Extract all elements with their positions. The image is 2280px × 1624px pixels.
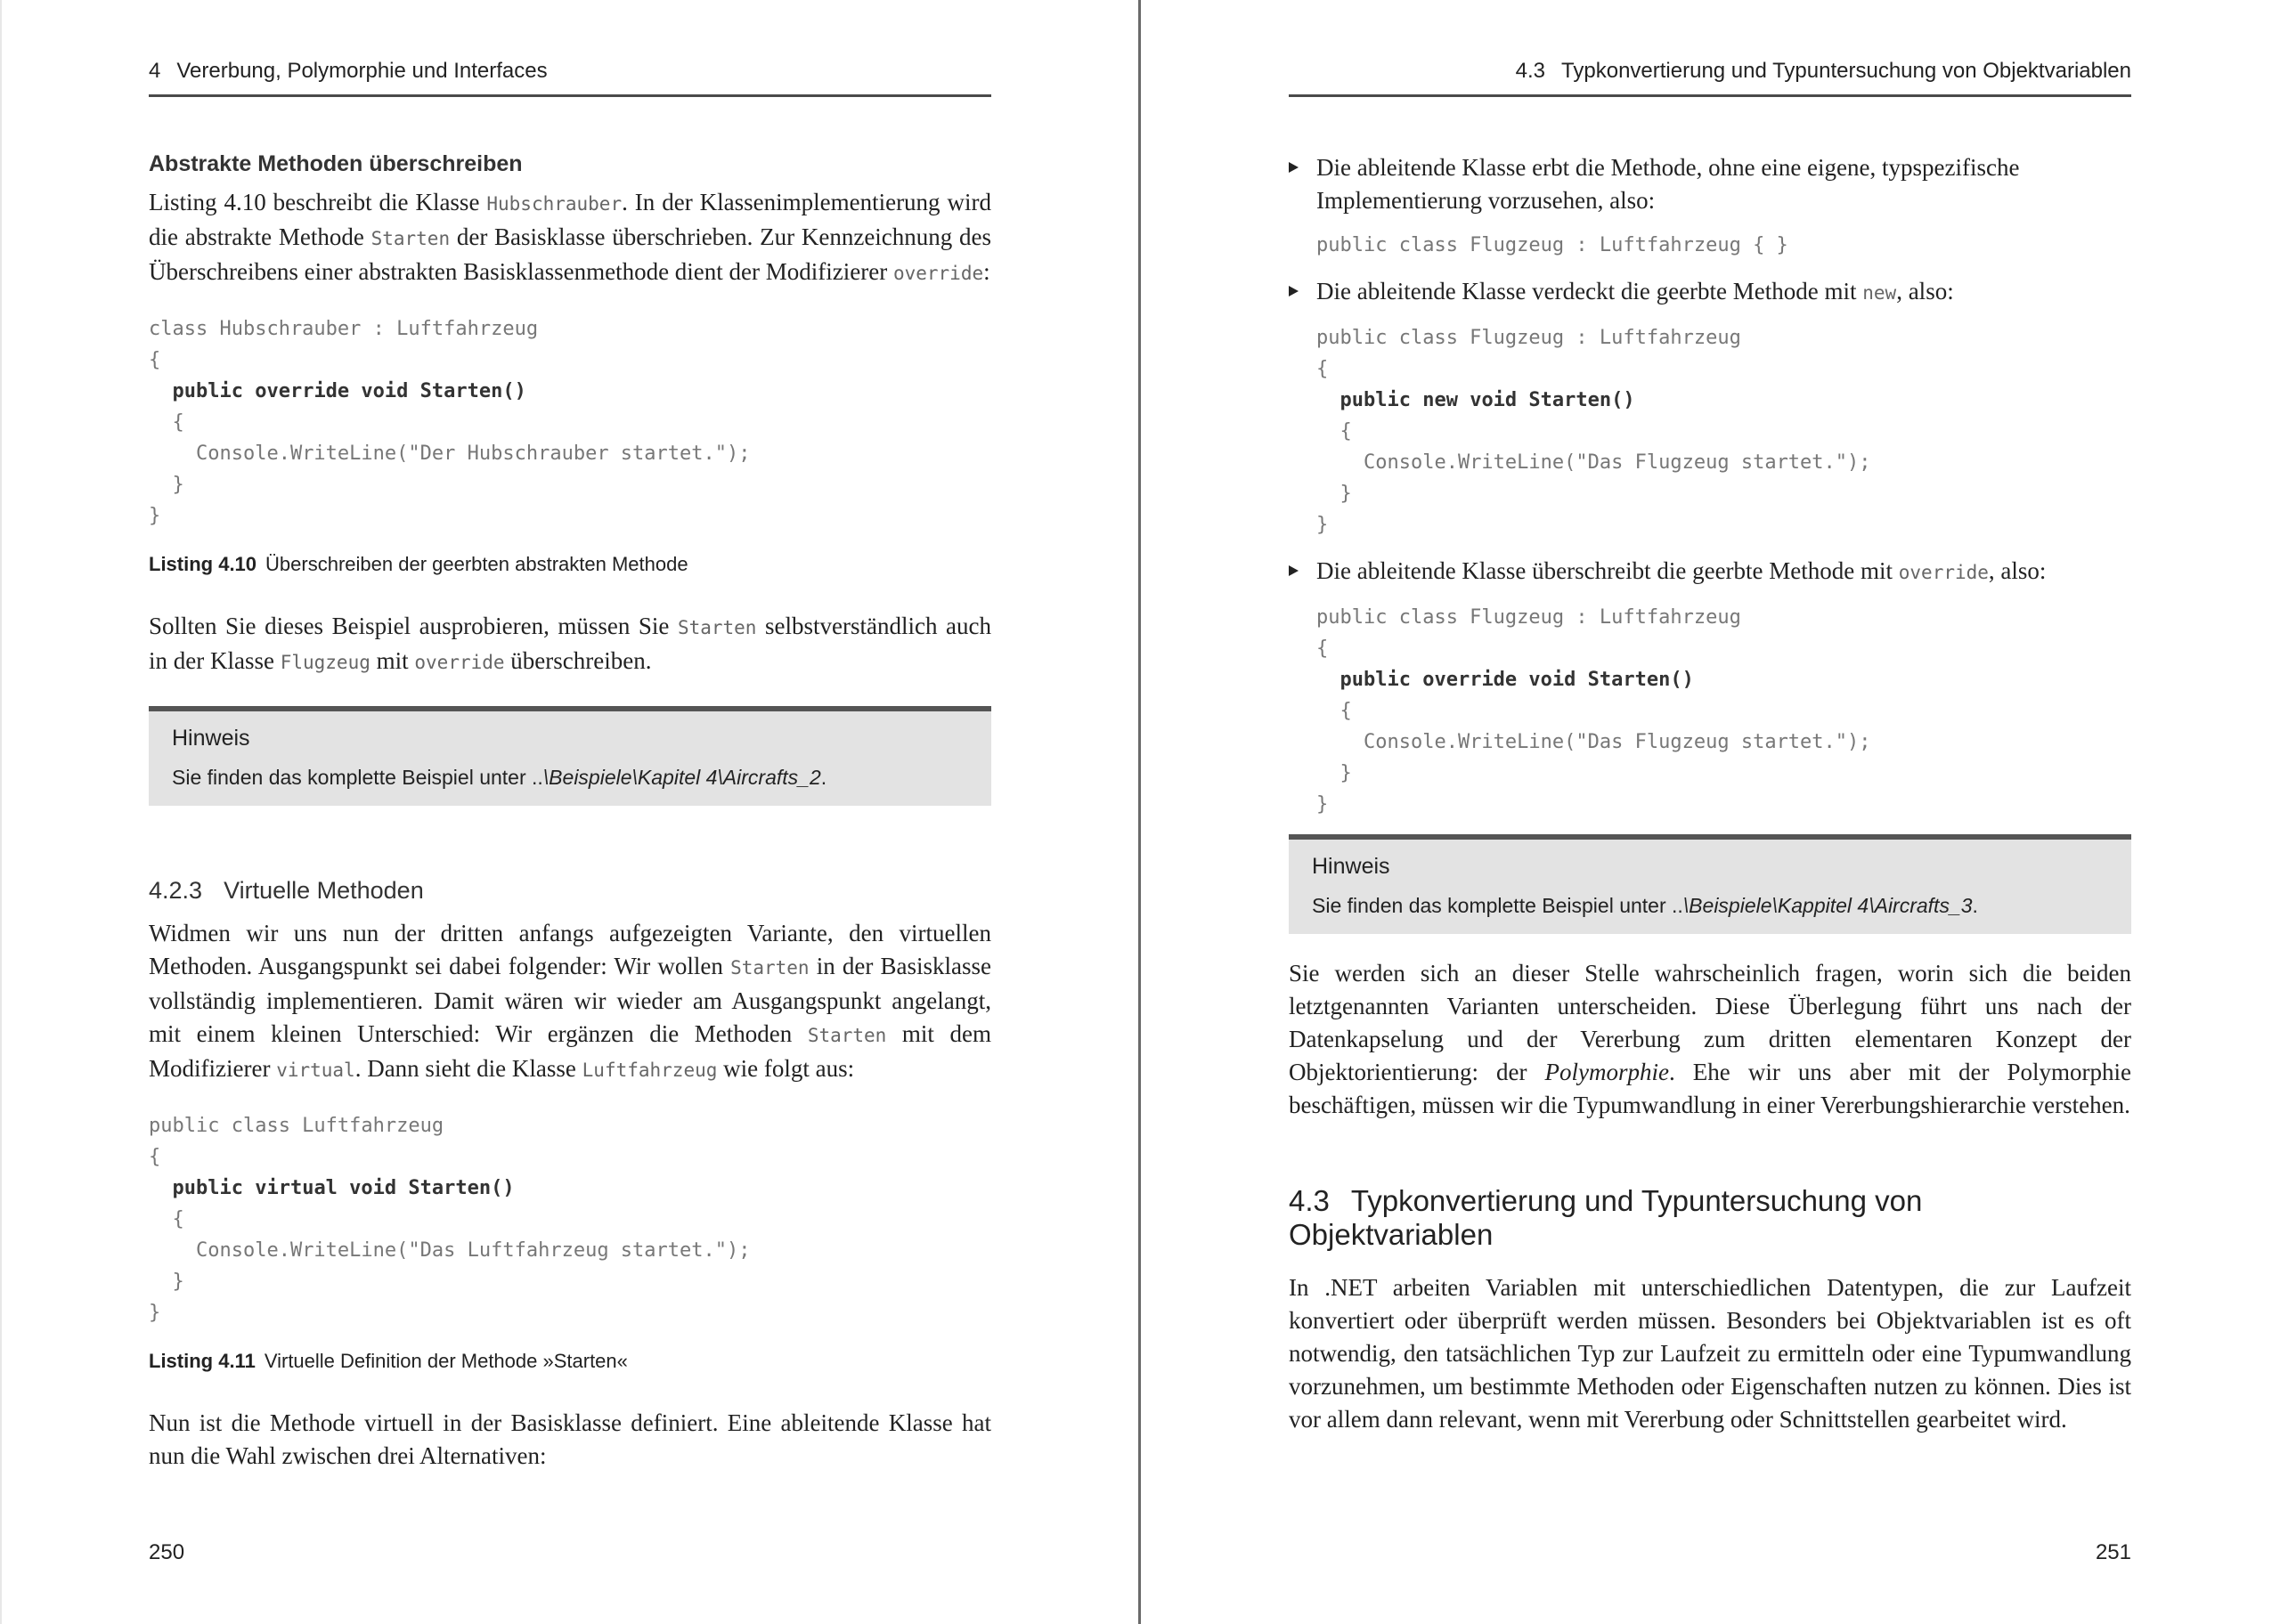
code-line: Console.WriteLine("Das Flugzeug startet."); bbox=[1363, 731, 1871, 753]
code-line: public virtual void Starten() bbox=[172, 1177, 515, 1199]
paragraph: Nun ist die Methode virtuell in der Basisklasse definiert. Eine ableitende Klasse hat nun die Wahl zwischen drei Alternativen: bbox=[149, 1409, 991, 1469]
paragraph: In .NET arbeiten Variablen mit unterschiedlichen Datentypen, die zur Laufzeit konvertiert oder überprüft werden müssen. Besonders bei Objektvariablen ist es oft notwendig, den tatsächlichen Typ zur Laufzeit zu ermitteln oder eine Typumwandlung vorzunehmen, um bestimmte Methoden oder Eigenschaften nutzen zu können. Dies ist vor allem dann relevant, wenn mit Vererbung oder Schnittstellen gearbeitet wird. bbox=[1289, 1274, 2131, 1433]
inline-code: Luftfahrzeug bbox=[582, 1060, 718, 1081]
code-line: } bbox=[172, 1271, 184, 1293]
right-content bbox=[1289, 151, 2131, 1436]
caption-label: Listing 4.10 bbox=[149, 553, 257, 575]
hint-title: Hinweis bbox=[172, 726, 250, 751]
section-title: Typkonvertierung und Typuntersuchung von Objektvariablen bbox=[1289, 1184, 1923, 1251]
page-edge bbox=[0, 0, 2, 1624]
list-item bbox=[1289, 275, 2131, 540]
paragraph bbox=[149, 186, 991, 290]
list-item bbox=[1289, 151, 2131, 261]
code-listing bbox=[1316, 322, 2131, 540]
text-run: selbstverständlich auch in der Klasse bbox=[149, 613, 991, 674]
text-run: . bbox=[820, 766, 827, 789]
code-line: public class Flugzeug : Luftfahrzeug bbox=[1316, 327, 1741, 349]
text-run: wie folgt aus: bbox=[717, 1055, 855, 1082]
text-run: Sie werden sich an dieser Stelle wahrscheinlich fragen, worin sich die beiden letztgenannten Varianten unterscheiden. Diese Überlegung führt uns nach der Datenkapselung und der Vererbung zum dritten elementaren Konzept der Objektorientierung: der bbox=[1289, 960, 2131, 1085]
code-line: class Hubschrauber : Luftfahrzeug bbox=[149, 318, 539, 340]
text-run: . Dann sieht die Klasse bbox=[354, 1055, 582, 1082]
bullet-triangle-icon bbox=[1289, 565, 1299, 576]
inline-code: override bbox=[414, 652, 505, 673]
inline-code: Starten bbox=[807, 1025, 887, 1046]
text-run: Sie finden das komplette Beispiel unter .. bbox=[1312, 894, 1683, 917]
subheading: Abstrakte Methoden überschreiben bbox=[149, 151, 523, 176]
inline-code: override bbox=[892, 263, 984, 284]
section-heading bbox=[149, 877, 991, 905]
hint-box bbox=[149, 706, 991, 806]
code-line: Console.WriteLine("Das Luftfahrzeug startet."); bbox=[195, 1239, 751, 1262]
inline-code: override bbox=[1898, 562, 1989, 583]
code-line: public override void Starten() bbox=[1340, 669, 1694, 691]
text-run: : bbox=[983, 258, 990, 285]
chapter-title: Vererbung, Polymorphie und Interfaces bbox=[176, 59, 548, 83]
text-run: Die ableitende Klasse erbt die Methode, ohne eine eigene, typspezifische Implementierung vorzusehen, also: bbox=[1316, 154, 2020, 214]
listing-caption bbox=[149, 553, 991, 576]
caption-text: Überschreiben der geerbten abstrakten Methode bbox=[265, 553, 688, 575]
code-line: } bbox=[172, 474, 184, 496]
text-run: in der Basisklasse vollständig implementieren. Damit wären wir wieder am Ausgangspunkt angelangt, mit einem kleinen Unterschied: Wir ergänzen die Methoden bbox=[149, 953, 991, 1047]
text-run: Listing 4.10 beschreibt die Klasse bbox=[149, 189, 487, 215]
hint-text bbox=[172, 766, 968, 790]
code-line: public new void Starten() bbox=[1340, 389, 1635, 411]
text-run: Die ableitende Klasse verdeckt die geerbte Methode mit bbox=[1316, 278, 1863, 304]
code-line: public class Flugzeug : Luftfahrzeug bbox=[1316, 606, 1741, 629]
inline-code: Starten bbox=[370, 228, 451, 249]
paragraph bbox=[149, 917, 991, 1087]
page-number: 251 bbox=[2095, 1540, 2131, 1564]
section-title: Virtuelle Methoden bbox=[224, 877, 424, 904]
alternatives-list bbox=[1289, 151, 2131, 820]
text-run: überschreiben. bbox=[504, 647, 652, 674]
inline-code: Starten bbox=[730, 957, 810, 978]
code-listing bbox=[149, 313, 991, 532]
inline-code: new bbox=[1862, 282, 1897, 304]
section-heading bbox=[1289, 1184, 2131, 1252]
text-run: . bbox=[1972, 894, 1978, 917]
caption-text: Virtuelle Definition der Methode »Starten« bbox=[264, 1350, 628, 1372]
text-run: . Ehe wir uns aber mit der Polymorphie beschäftigen, müssen wir die Typumwandlung in einer Vererbungshierarchie verstehen. bbox=[1289, 1059, 2131, 1118]
code-line: } bbox=[1340, 483, 1352, 505]
section-number: 4.3 bbox=[1515, 59, 1546, 83]
text-run: der Basisklasse überschrieben. Zur Kennzeichnung des Überschreibens einer abstrakten Basisklassenmethode dient der Modifizierer bbox=[149, 223, 991, 285]
bullet-triangle-icon bbox=[1289, 286, 1299, 296]
code-line: } bbox=[149, 505, 161, 527]
section-number: 4.3 bbox=[1289, 1184, 1330, 1217]
file-path: \Beispiele\Kappitel 4\Aircrafts_3 bbox=[1682, 894, 1973, 917]
code-line: public class Flugzeug : Luftfahrzeug { } bbox=[1316, 234, 1788, 256]
page-number: 250 bbox=[149, 1540, 185, 1564]
listing-caption bbox=[149, 1350, 991, 1373]
inline-code: Starten bbox=[677, 617, 757, 638]
code-listing bbox=[1316, 602, 2131, 820]
hint-title: Hinweis bbox=[1312, 854, 1390, 879]
right-page bbox=[1141, 0, 2279, 1624]
text-run: . In der Klassenimplementierung wird die abstrakte Methode bbox=[149, 189, 991, 250]
paragraph bbox=[1289, 957, 2131, 1122]
code-line: Console.WriteLine("Das Flugzeug startet."); bbox=[1363, 451, 1871, 474]
chapter-number: 4 bbox=[149, 59, 161, 83]
text-run: , also: bbox=[1896, 278, 1954, 304]
text-run: Die ableitende Klasse überschreibt die geerbte Methode mit bbox=[1316, 557, 1899, 584]
section-title: Typkonvertierung und Typuntersuchung von Objektvariablen bbox=[1561, 59, 2131, 83]
inline-code: virtual bbox=[276, 1060, 355, 1081]
code-line: } bbox=[1316, 793, 1329, 816]
left-content bbox=[149, 151, 991, 1473]
caption-label: Listing 4.11 bbox=[149, 1350, 256, 1372]
emphasis: Polymorphie bbox=[1544, 1059, 1669, 1085]
text-run: mit bbox=[370, 647, 415, 674]
code-line: { bbox=[149, 1146, 161, 1168]
code-line: } bbox=[1340, 762, 1352, 784]
text-run: mit dem Modifizierer bbox=[149, 1020, 991, 1082]
text-run: Sie finden das komplette Beispiel unter .. bbox=[172, 766, 543, 789]
code-line: { bbox=[1316, 358, 1329, 380]
hint-text bbox=[1312, 894, 2108, 918]
code-line: { bbox=[1340, 700, 1352, 722]
code-listing bbox=[149, 1110, 991, 1328]
paragraph bbox=[149, 610, 991, 679]
text-run: , also: bbox=[1988, 557, 2047, 584]
code-line: { bbox=[1316, 637, 1329, 660]
code-line: { bbox=[149, 349, 161, 371]
inline-code: Flugzeug bbox=[280, 652, 370, 673]
hint-box bbox=[1289, 834, 2131, 934]
code-line: { bbox=[172, 411, 184, 434]
bullet-triangle-icon bbox=[1289, 162, 1299, 173]
inline-code: Hubschrauber bbox=[486, 193, 623, 215]
code-line: } bbox=[1316, 514, 1329, 536]
text-run: Widmen wir uns nun der dritten anfangs aufgezeigten Variante, den virtuellen Methoden. Ausgangspunkt sei dabei folgender: Wir wollen bbox=[149, 920, 991, 979]
code-line: } bbox=[149, 1302, 161, 1324]
code-line: { bbox=[1340, 420, 1352, 443]
code-line: public override void Starten() bbox=[172, 380, 526, 402]
list-item bbox=[1289, 555, 2131, 820]
code-listing bbox=[1316, 230, 2131, 261]
code-line: { bbox=[172, 1208, 184, 1230]
running-head bbox=[1289, 59, 2131, 97]
code-line: Console.WriteLine("Der Hubschrauber startet."); bbox=[195, 443, 751, 465]
section-number: 4.2.3 bbox=[149, 877, 203, 904]
running-head bbox=[149, 59, 991, 97]
code-line: public class Luftfahrzeug bbox=[149, 1115, 444, 1137]
file-path: \Beispiele\Kapitel 4\Aircrafts_2 bbox=[542, 766, 821, 789]
text-run: Sollten Sie dieses Beispiel ausprobieren, müssen Sie bbox=[149, 613, 678, 639]
